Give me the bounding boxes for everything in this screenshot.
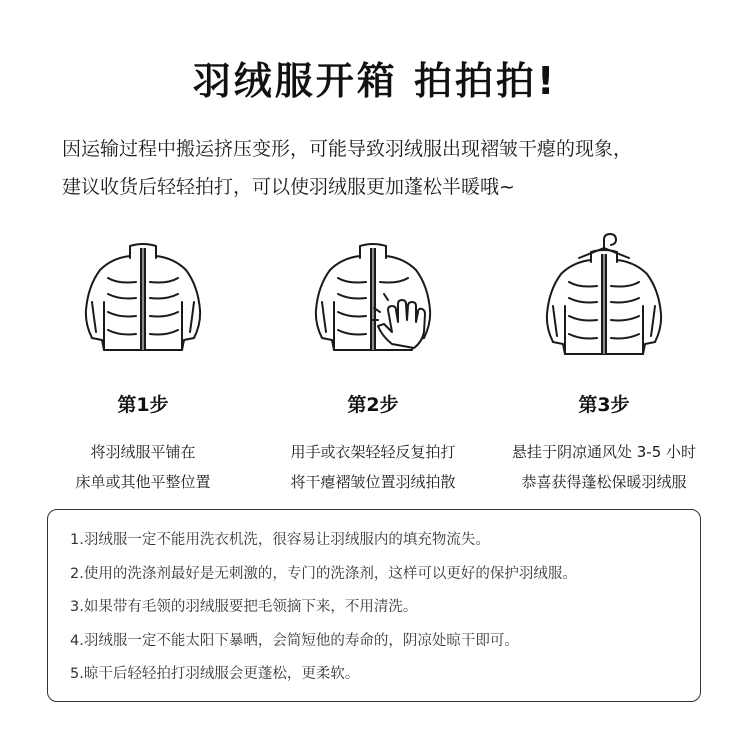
step-2: [258, 232, 488, 497]
jacket-hanger-icon: [539, 232, 669, 362]
care-notes-list: [70, 524, 700, 692]
step-2-description: [258, 437, 488, 497]
intro-text: [62, 130, 702, 206]
note-item-3: 3.如果带有毛领的羽绒服要把毛领摘下来，不用清洗。: [70, 599, 418, 615]
step-1-description: [28, 437, 258, 497]
step-1-line-1: 将羽绒服平铺在: [90, 443, 196, 461]
step-3-line-1: 悬挂于阴凉通风处 3-5 小时: [511, 443, 697, 461]
jacket-patting-hand-icon: [308, 232, 438, 362]
step-2-title: 第2步: [347, 394, 399, 416]
note-item-5: 5.晾干后轻轻拍打羽绒服会更蓬松，更柔软。: [70, 666, 360, 682]
step-2-line-1: 用手或衣架轻轻反复拍打: [290, 443, 456, 461]
step-2-line-2: 将干瘪褶皱位置羽绒拍散: [290, 473, 456, 491]
note-item-4: 4.羽绒服一定不能太阳下暴晒，会简短他的寿命的，阴凉处晾干即可。: [70, 632, 519, 649]
step-1-title: 第1步: [117, 394, 169, 416]
intro-line-1: 因运输过程中搬运挤压变形，可能导致羽绒服出现褶皱干瘪的现象，: [62, 138, 633, 160]
step-1-line-2: 床单或其他平整位置: [75, 473, 211, 491]
jacket-flat-icon: [78, 232, 208, 362]
note-item-1: 1.羽绒服一定不能用洗衣机洗，很容易让羽绒服内的填充物流失。: [70, 532, 490, 548]
step-1: [28, 232, 258, 497]
step-3-line-2: 恭喜获得蓬松保暖羽绒服: [521, 473, 687, 491]
step-3-title: 第3步: [578, 394, 630, 416]
intro-line-2: 建议收货后轻轻拍打，可以使羽绒服更加蓬松半暖哦~: [62, 176, 515, 198]
page-title: 羽绒服开箱 拍拍拍!: [192, 59, 558, 103]
step-3: [489, 232, 719, 497]
step-3-description: [489, 437, 719, 497]
note-item-2: 2.使用的洗涤剂最好是无刺激的，专门的洗涤剂，这样可以更好的保护羽绒服。: [70, 565, 577, 582]
care-notes-box: [47, 509, 701, 702]
